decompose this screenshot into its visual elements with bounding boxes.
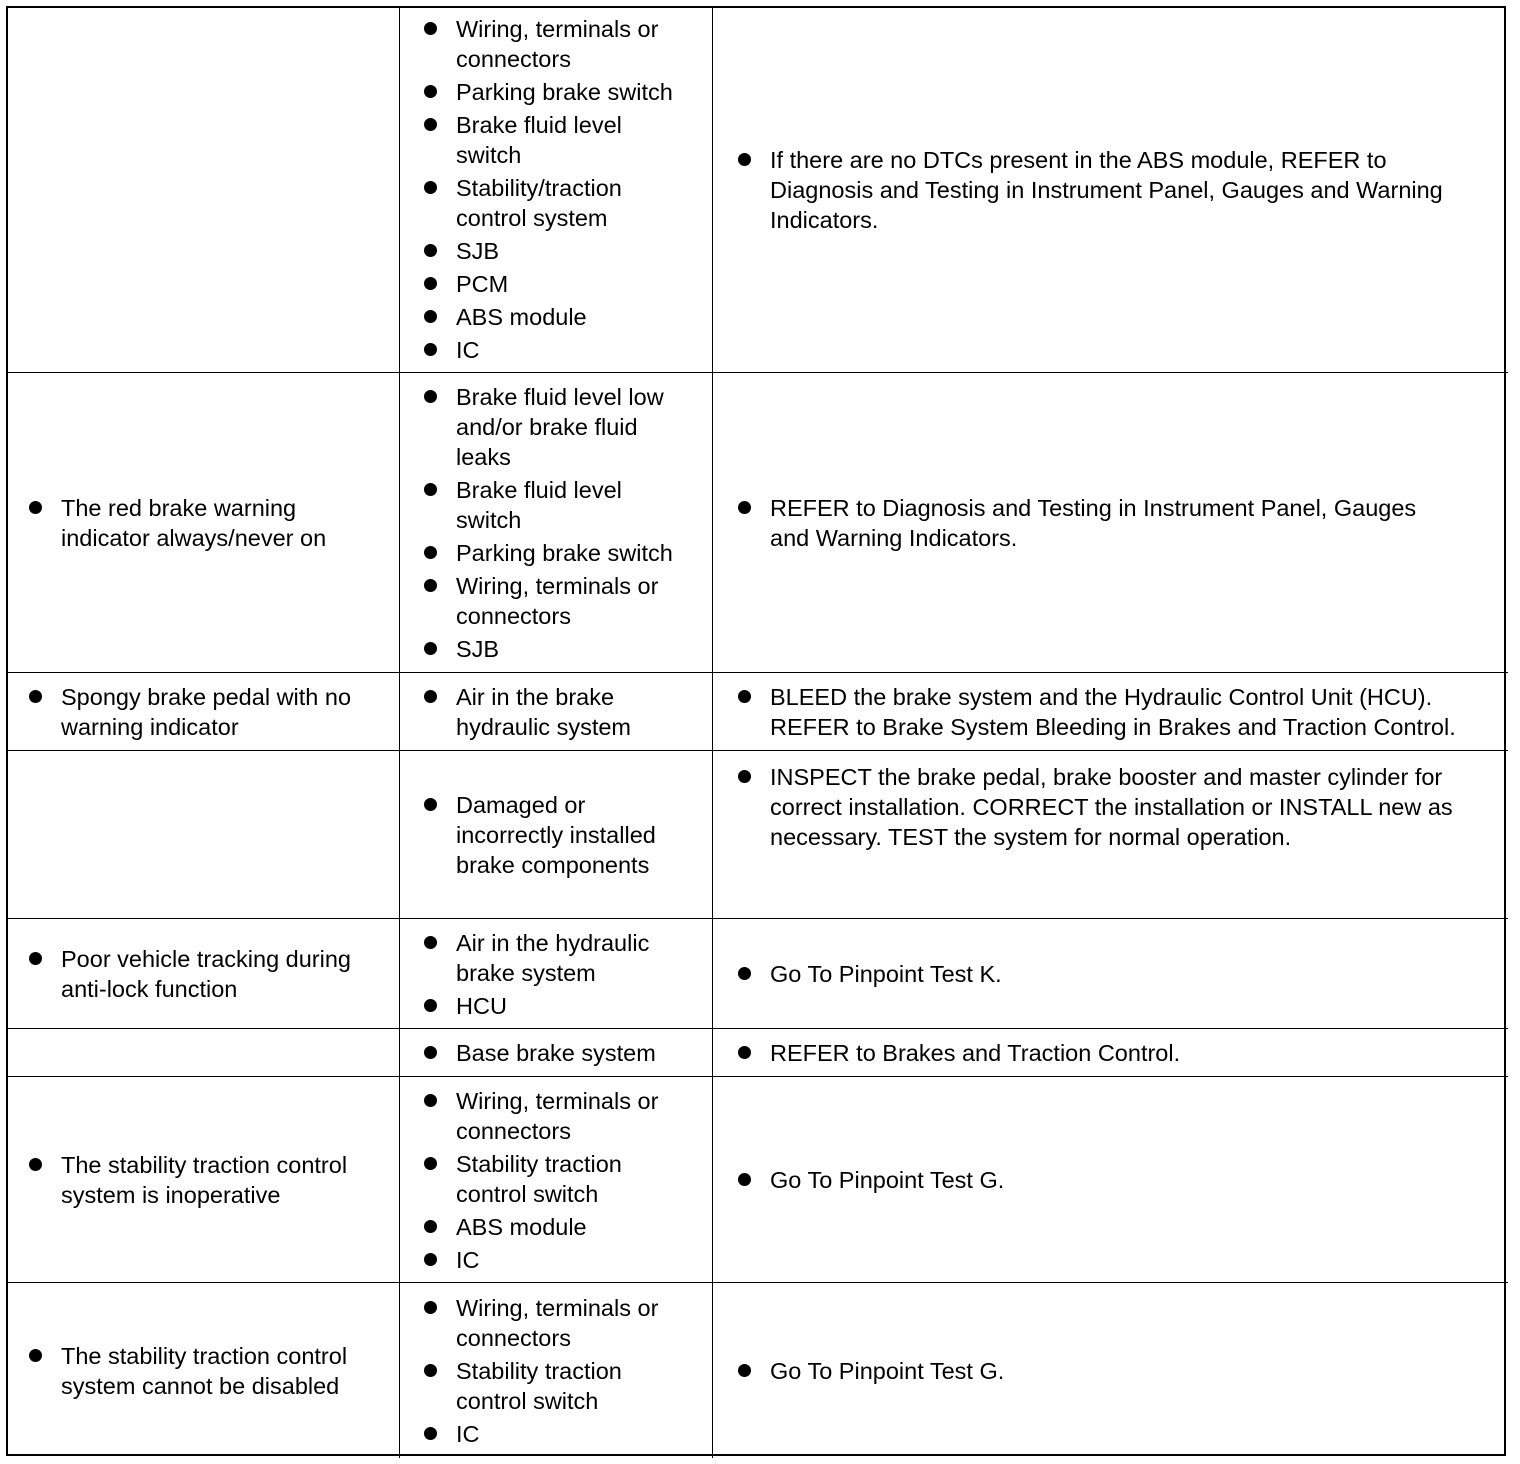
possible-source-cell — [423, 921, 703, 1027]
bullet-item: SJB — [423, 634, 703, 664]
condition-cell — [28, 921, 390, 1027]
bullet-item: ABS module — [423, 302, 703, 332]
action-cell — [737, 1031, 1504, 1075]
bullet-item: Spongy brake pedal with no warning indicator — [28, 682, 390, 742]
row-divider — [6, 1282, 1508, 1283]
bullet-item: SJB — [423, 236, 703, 266]
bullet-item: Damaged or incorrectly installed brake components — [423, 790, 703, 880]
bullet-item: Wiring, terminals or connectors — [423, 1086, 703, 1146]
bullet-item: Stability traction control switch — [423, 1356, 703, 1416]
row-divider — [6, 750, 1508, 751]
row-divider — [6, 672, 1508, 673]
bullet-item: The stability traction control system cannot be disabled — [28, 1341, 390, 1401]
action-cell — [737, 921, 1504, 1027]
bullet-list — [423, 1086, 703, 1275]
bullet-item: Parking brake switch — [423, 538, 703, 568]
bullet-item: Go To Pinpoint Test K. — [737, 959, 1504, 989]
bullet-item: IC — [423, 1245, 703, 1275]
bullet-item: INSPECT the brake pedal, brake booster and master cylinder for correct installation. CORRECT the installation or INSTALL new as necessary. TEST the system for normal operation. — [737, 762, 1504, 852]
action-cell — [737, 1285, 1504, 1456]
possible-source-cell — [423, 1079, 703, 1281]
bullet-list — [737, 959, 1504, 989]
bullet-list — [28, 944, 390, 1004]
bullet-item: PCM — [423, 269, 703, 299]
condition-cell — [28, 675, 390, 749]
bullet-item: REFER to Diagnosis and Testing in Instrument Panel, Gauges and Warning Indicators. — [737, 493, 1504, 553]
possible-source-cell — [423, 375, 703, 671]
bullet-item: BLEED the brake system and the Hydraulic Control Unit (HCU). REFER to Brake System Bleeding in Brakes and Traction Control. — [737, 682, 1504, 742]
condition-cell — [28, 1285, 390, 1456]
action-cell — [737, 375, 1504, 671]
bullet-list — [737, 145, 1504, 235]
bullet-item: IC — [423, 335, 703, 365]
bullet-item: Poor vehicle tracking during anti-lock function — [28, 944, 390, 1004]
bullet-list — [423, 928, 703, 1021]
bullet-list — [28, 682, 390, 742]
row-divider — [6, 372, 1508, 373]
action-cell — [737, 675, 1504, 749]
condition-cell — [28, 375, 390, 671]
bullet-list — [737, 1038, 1504, 1068]
bullet-item: The red brake warning indicator always/never on — [28, 493, 390, 553]
bullet-item: Air in the brake hydraulic system — [423, 682, 703, 742]
condition-cell — [28, 753, 390, 917]
bullet-list — [737, 762, 1504, 852]
bullet-list — [423, 14, 703, 365]
bullet-item: Stability/traction control system — [423, 173, 703, 233]
bullet-list — [28, 1341, 390, 1401]
condition-cell — [28, 1079, 390, 1281]
condition-cell — [28, 1031, 390, 1075]
bullet-list — [423, 1038, 703, 1068]
possible-source-cell — [423, 8, 703, 371]
action-cell — [737, 8, 1504, 371]
column-divider — [399, 6, 400, 1458]
bullet-item: REFER to Brakes and Traction Control. — [737, 1038, 1504, 1068]
condition-cell — [28, 8, 390, 371]
row-divider — [6, 1028, 1508, 1029]
bullet-item: The stability traction control system is inoperative — [28, 1150, 390, 1210]
bullet-list — [423, 382, 703, 664]
column-divider — [712, 6, 713, 1458]
bullet-item: Brake fluid level switch — [423, 110, 703, 170]
bullet-list — [737, 1165, 1504, 1195]
action-cell — [737, 1079, 1504, 1281]
bullet-item: Air in the hydraulic brake system — [423, 928, 703, 988]
bullet-item: Brake fluid level switch — [423, 475, 703, 535]
bullet-item: Parking brake switch — [423, 77, 703, 107]
possible-source-cell — [423, 753, 703, 917]
bullet-list — [737, 1356, 1504, 1386]
possible-source-cell — [423, 1285, 703, 1456]
row-divider — [6, 1076, 1508, 1077]
bullet-item: Wiring, terminals or connectors — [423, 1293, 703, 1353]
bullet-list — [423, 790, 703, 880]
bullet-item: Go To Pinpoint Test G. — [737, 1356, 1504, 1386]
bullet-item: If there are no DTCs present in the ABS module, REFER to Diagnosis and Testing in Instrument Panel, Gauges and Warning Indicators. — [737, 145, 1504, 235]
bullet-list — [423, 1293, 703, 1449]
bullet-item: Brake fluid level low and/or brake fluid leaks — [423, 382, 703, 472]
possible-source-cell — [423, 675, 703, 749]
bullet-item: Wiring, terminals or connectors — [423, 571, 703, 631]
bullet-item: IC — [423, 1419, 703, 1449]
bullet-item: Stability traction control switch — [423, 1149, 703, 1209]
bullet-list — [737, 493, 1504, 553]
possible-source-cell — [423, 1031, 703, 1075]
bullet-item: ABS module — [423, 1212, 703, 1242]
action-cell — [737, 753, 1504, 926]
bullet-list — [423, 682, 703, 742]
bullet-item: HCU — [423, 991, 703, 1021]
bullet-list — [737, 682, 1504, 742]
bullet-item: Go To Pinpoint Test G. — [737, 1165, 1504, 1195]
bullet-list — [28, 493, 390, 553]
bullet-item: Base brake system — [423, 1038, 703, 1068]
bullet-list — [28, 1150, 390, 1210]
bullet-item: Wiring, terminals or connectors — [423, 14, 703, 74]
